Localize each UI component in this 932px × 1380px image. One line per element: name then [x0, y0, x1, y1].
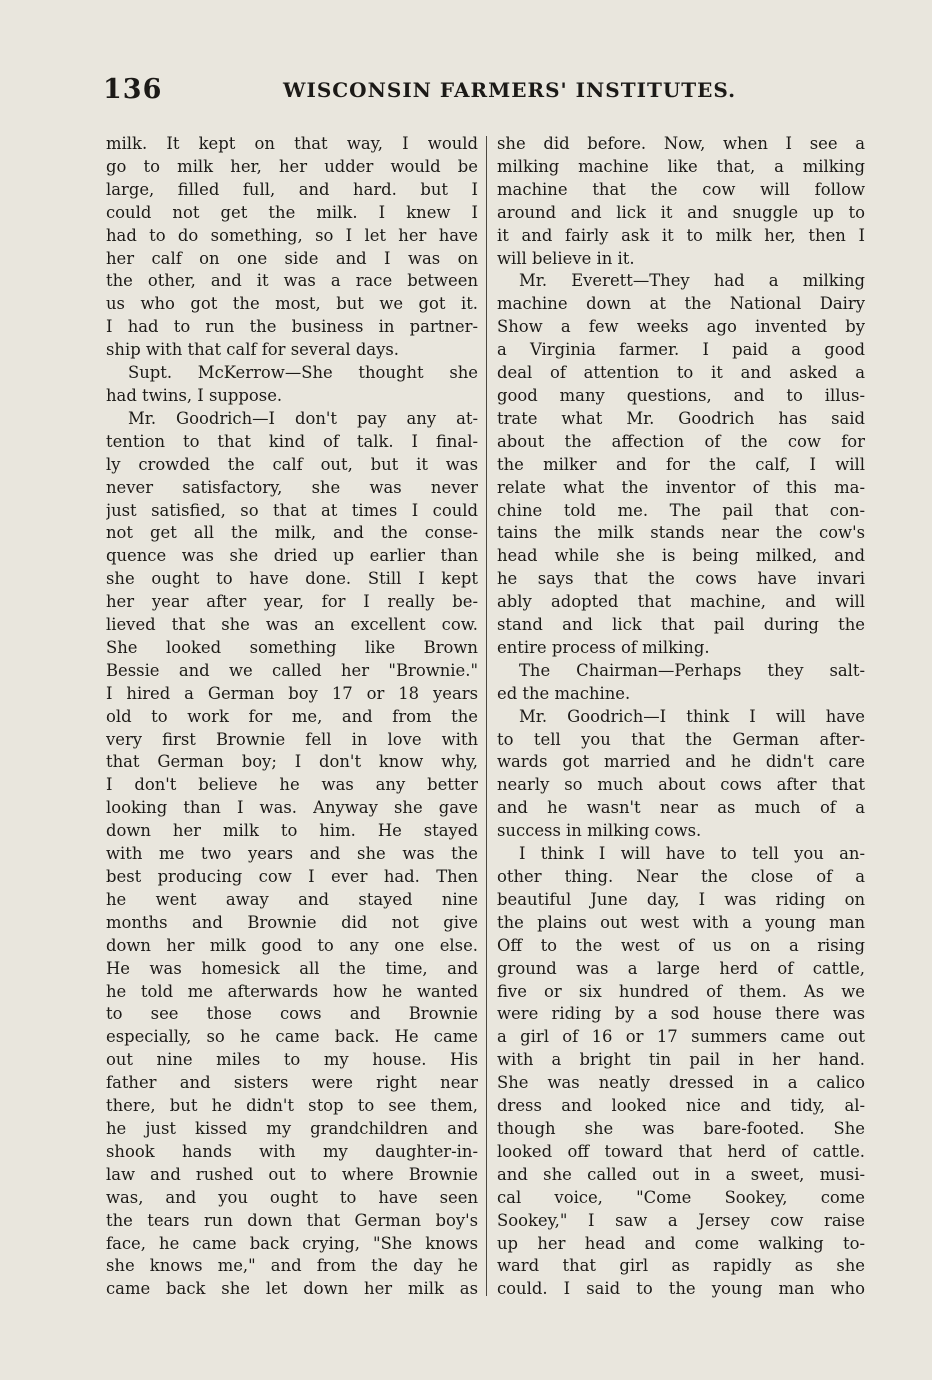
- text-line: that German boy; I don't know why,: [106, 752, 478, 772]
- column-divider: [486, 136, 487, 1296]
- left-column: [106, 133, 478, 1308]
- text-line: I had to run the business in partner-: [106, 317, 478, 337]
- right-column: [497, 133, 865, 1308]
- text-line: had twins, I suppose.: [106, 385, 283, 405]
- text-line: will believe in it.: [497, 248, 635, 268]
- text-line: the other, and it was a race between: [106, 271, 478, 291]
- text-line: to tell you that the German after-: [497, 729, 865, 749]
- text-line: around and lick it and snuggle up to: [497, 202, 865, 222]
- text-line: ed the machine.: [497, 683, 631, 703]
- text-line: he just kissed my grandchildren and: [106, 1118, 478, 1138]
- text-line: Mr. Goodrich—I think I will have: [519, 706, 865, 726]
- text-line: with me two years and she was the: [106, 844, 478, 864]
- text-line: she did before. Now, when I see a: [497, 134, 865, 153]
- text-line: could not get the milk. I knew I: [106, 202, 478, 222]
- text-line: face, he came back crying, "She knows: [106, 1233, 478, 1253]
- text-line: with a bright tin pail in her hand.: [497, 1050, 865, 1070]
- text-line: and he wasn't near as much of a: [497, 798, 865, 818]
- text-line: were riding by a sod house there was: [497, 1004, 865, 1024]
- text-line: milking machine like that, a milking: [497, 156, 865, 176]
- text-line: the tears run down that German boy's: [106, 1210, 478, 1230]
- text-line: and she called out in a sweet, musi-: [497, 1164, 865, 1184]
- text-line: tention to that kind of talk. I final-: [106, 431, 478, 451]
- text-line: though she was bare-footed. She: [497, 1118, 865, 1138]
- text-line: go to milk her, her udder would be: [106, 156, 478, 176]
- text-line: shook hands with my daughter-in-: [106, 1141, 478, 1161]
- text-line: he says that the cows have invari: [497, 569, 865, 589]
- text-line: about the affection of the cow for: [497, 431, 865, 451]
- text-line: out nine miles to my house. His: [106, 1050, 478, 1070]
- text-line: the plains out west with a young man: [497, 912, 865, 932]
- text-line: milk. It kept on that way, I would: [106, 134, 478, 153]
- text-line: especially, so he came back. He came: [106, 1027, 478, 1047]
- text-line: She was neatly dressed in a calico: [497, 1073, 865, 1093]
- text-line: I don't believe he was any better: [106, 775, 478, 795]
- text-line: good many questions, and to illus-: [497, 385, 865, 405]
- text-line: other thing. Near the close of a: [497, 867, 865, 886]
- text-line: never satisfactory, she was never: [106, 477, 478, 497]
- text-line: Show a few weeks ago invented by: [497, 317, 865, 337]
- text-line: nearly so much about cows after that: [497, 775, 865, 795]
- text-line: The Chairman—Perhaps they salt-: [519, 660, 865, 680]
- text-line: she knows me," and from the day he: [106, 1256, 478, 1276]
- text-line: came back she let down her milk as: [106, 1279, 478, 1299]
- text-line: looking than I was. Anyway she gave: [106, 798, 478, 818]
- text-line: relate what the inventor of this ma-: [497, 477, 865, 497]
- text-line: he told me afterwards how he wanted: [106, 981, 478, 1001]
- text-line: her calf on one side and I was on: [106, 248, 478, 268]
- text-line: lieved that she was an excellent cow.: [106, 615, 478, 635]
- text-line: Bessie and we called her "Brownie.": [106, 660, 478, 680]
- text-line: ly crowded the calf out, but it was: [106, 454, 478, 474]
- text-line: ground was a large herd of cattle,: [497, 958, 865, 978]
- text-line: up her head and come walking to-: [497, 1233, 865, 1253]
- text-line: could. I said to the young man who: [497, 1279, 865, 1299]
- text-line: Mr. Goodrich—I don't pay any at-: [128, 408, 478, 428]
- text-line: us who got the most, but we got it.: [106, 294, 478, 314]
- page-header: [103, 74, 863, 110]
- running-head: WISCONSIN FARMERS' INSTITUTES.: [283, 78, 737, 102]
- text-line: best producing cow I ever had. Then: [106, 867, 478, 886]
- text-line: I think I will have to tell you an-: [519, 844, 865, 864]
- text-line: quence was she dried up earlier than: [106, 546, 478, 566]
- text-line: not get all the milk, and the conse-: [106, 523, 478, 543]
- text-line: ward that girl as rapidly as she: [497, 1256, 865, 1276]
- text-line: months and Brownie did not give: [106, 912, 478, 932]
- text-line: it and fairly ask it to milk her, then I: [497, 225, 865, 245]
- text-line: had to do something, so I let her have: [106, 225, 478, 245]
- text-line: machine that the cow will follow: [497, 179, 865, 199]
- text-line: She looked something like Brown: [106, 637, 478, 657]
- text-line: down her milk good to any one else.: [106, 935, 478, 955]
- text-line: Off to the west of us on a rising: [497, 935, 865, 955]
- text-line: stand and lick that pail during the: [497, 615, 865, 635]
- text-line: down her milk to him. He stayed: [106, 821, 478, 841]
- text-line: wards got married and he didn't care: [497, 752, 865, 772]
- text-line: looked off toward that herd of cattle.: [497, 1141, 865, 1161]
- text-line: father and sisters were right near: [106, 1073, 478, 1093]
- text-line: five or six hundred of them. As we: [497, 981, 865, 1001]
- text-line: was, and you ought to have seen: [106, 1187, 478, 1207]
- text-line: He was homesick all the time, and: [106, 958, 478, 978]
- text-line: beautiful June day, I was riding on: [497, 889, 865, 909]
- text-line: cal voice, "Come Sookey, come: [497, 1187, 865, 1207]
- text-line: ably adopted that machine, and will: [497, 592, 865, 612]
- text-line: chine told me. The pail that con-: [497, 500, 865, 520]
- text-line: a girl of 16 or 17 summers came out: [497, 1027, 865, 1047]
- text-line: head while she is being milked, and: [497, 546, 865, 566]
- text-line: very first Brownie fell in love with: [106, 729, 478, 749]
- text-line: he went away and stayed nine: [106, 889, 478, 909]
- text-line: there, but he didn't stop to see them,: [106, 1096, 478, 1116]
- text-line: Supt. McKerrow—She thought she: [128, 363, 478, 383]
- text-line: trate what Mr. Goodrich has said: [497, 408, 865, 428]
- text-line: a Virginia farmer. I paid a good: [497, 340, 865, 360]
- text-line: large, filled full, and hard. but I: [106, 179, 478, 199]
- text-line: machine down at the National Dairy: [497, 294, 865, 314]
- text-line: success in milking cows.: [497, 821, 702, 841]
- text-line: Mr. Everett—They had a milking: [519, 271, 865, 291]
- text-line: law and rushed out to where Brownie: [106, 1164, 478, 1184]
- text-line: dress and looked nice and tidy, al-: [497, 1096, 865, 1116]
- text-line: entire process of milking.: [497, 637, 710, 657]
- text-line: ship with that calf for several days.: [106, 340, 399, 360]
- text-line: the milker and for the calf, I will: [497, 454, 865, 474]
- text-line: her year after year, for I really be-: [106, 592, 478, 612]
- text-line: to see those cows and Brownie: [106, 1004, 478, 1024]
- text-line: she ought to have done. Still I kept: [106, 569, 478, 589]
- text-line: just satisfied, so that at times I could: [106, 500, 478, 520]
- text-line: I hired a German boy 17 or 18 years: [106, 683, 478, 703]
- text-line: Sookey," I saw a Jersey cow raise: [497, 1210, 865, 1230]
- text-line: tains the milk stands near the cow's: [497, 523, 865, 543]
- text-line: deal of attention to it and asked a: [497, 363, 865, 383]
- text-line: old to work for me, and from the: [106, 706, 478, 726]
- page-number: 136: [103, 74, 163, 105]
